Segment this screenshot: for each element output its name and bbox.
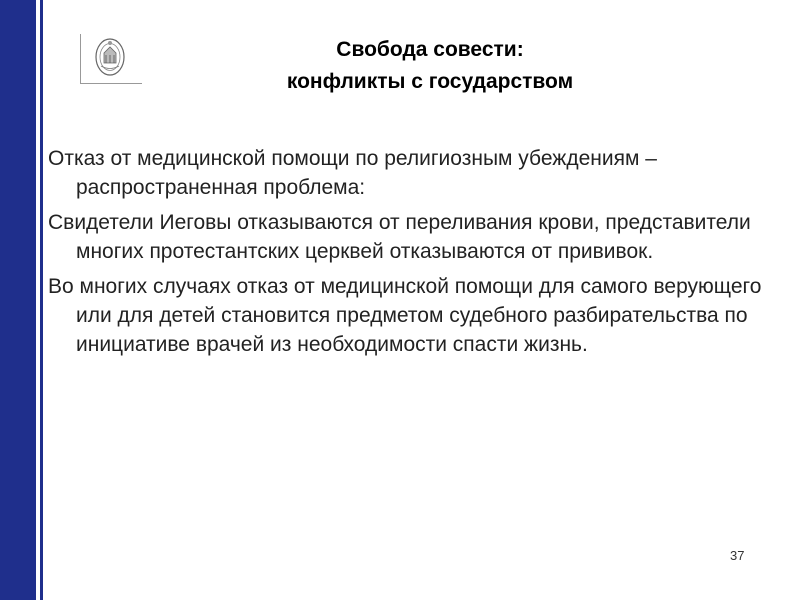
- paragraph-3: Во многих случаях отказ от медицинской помощи для самого верующего или для детей становится предметом судебного разбирательства по инициативе врачей из необходимости спасти жизнь.: [48, 275, 762, 356]
- page-number: 37: [730, 548, 745, 563]
- university-emblem-icon: [80, 32, 142, 84]
- left-accent-stripe: [40, 0, 43, 600]
- paragraph-2: Свидетели Иеговы отказываются от переливания крови, представители многих протестантских церквей отказываются от прививок.: [48, 211, 751, 263]
- slide-body: [48, 144, 768, 365]
- paragraph-1: Отказ от медицинской помощи по религиозным убеждениям – распространенная проблема:: [48, 147, 657, 199]
- left-accent-band: [0, 0, 36, 600]
- slide-title: [150, 34, 710, 98]
- title-line-2: конфликты с государством: [286, 70, 574, 93]
- title-line-1: Свобода совести:: [336, 38, 524, 61]
